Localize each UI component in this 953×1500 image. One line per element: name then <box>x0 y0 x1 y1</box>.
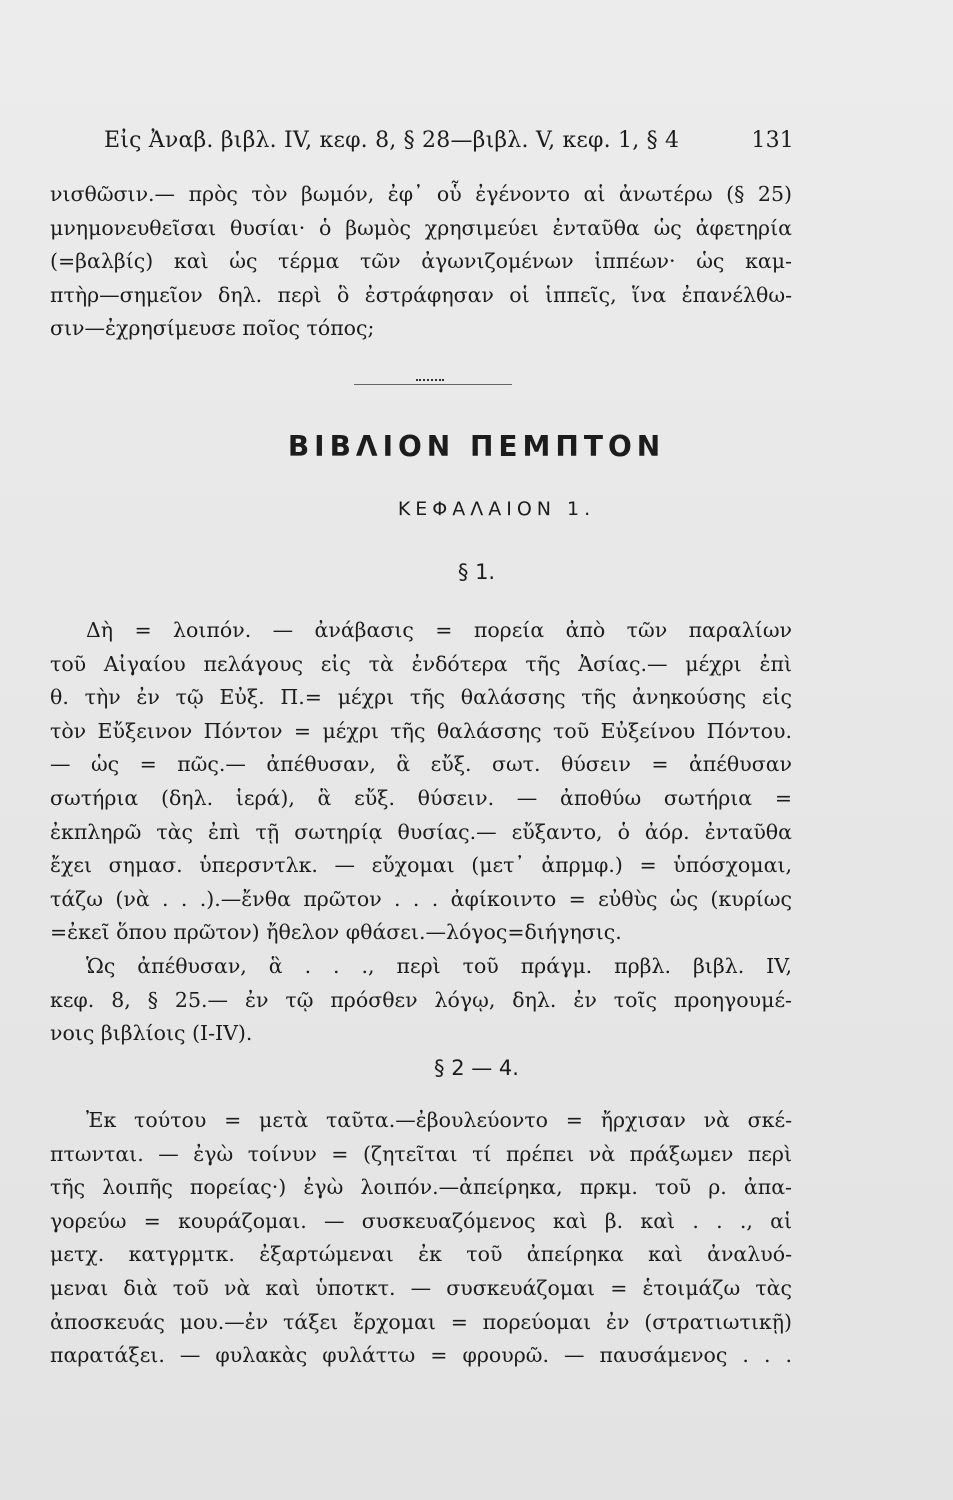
text-line: ἀποσκευάς μου.—ἐν τάξει ἔρχομαι = πορεύομαι ἐν (στρατιωτικῇ) <box>50 1309 792 1334</box>
text-line: τὸν Εὔξεινον Πόντον = μέχρι τῆς θαλάσσης τοῦ Εὐξείνου Πόντου. <box>50 718 792 743</box>
divider-rule <box>354 384 512 385</box>
text-line: Ὡς ἀπέθυσαν, ἃ . . ., περὶ τοῦ πράγμ. πρβλ. βιβλ. IV, <box>86 953 792 978</box>
section-mark-1: § 1. <box>457 560 496 584</box>
text-line: θ. τὴν ἐν τῷ Εὐξ. Π.= μέχρι τῆς θαλάσσης τῆς ἀνηκούσης εἰς <box>50 685 792 710</box>
section-mark-2-4: § 2 — 4. <box>434 1056 519 1080</box>
section-1-text <box>50 614 792 1051</box>
text-line: κεφ. 8, § 25.— ἐν τῷ πρόσθεν λόγῳ, δηλ. ἐν τοῖς προηγουμέ- <box>50 987 792 1012</box>
text-line: γορεύω = κουράζομαι. — συσκευαζόμενος καὶ β. καὶ . . ., αἱ <box>50 1208 792 1233</box>
text-line: μνημονευθεῖσαι θυσίαι· ὁ βωμὸς χρησιμεύει ἐνταῦθα ὡς ἀφετηρία <box>50 215 792 240</box>
running-head <box>104 128 794 153</box>
text-line: τάζω (νὰ . . .).—ἔνθα πρῶτον . . . ἀφίκοιντο = εὐθὺς ὡς (κυρίως <box>50 886 792 911</box>
divider-dots <box>416 379 444 385</box>
text-line: τοῦ Αἰγαίου πελάγους εἰς τὰ ἐνδότερα τῆς Ἀσίας.— μέχρι ἐπὶ <box>50 651 792 676</box>
top-paragraph <box>50 178 792 346</box>
text-line: — ὡς = πῶς.— ἀπέθυσαν, ἃ εὔξ. σωτ. θύσειν = ἀπέθυσαν <box>50 752 792 777</box>
text-line: μεναι διὰ τοῦ νὰ καὶ ὑποτκτ. — συσκευάζομαι = ἑτοιμάζω τὰς <box>50 1275 792 1300</box>
text-line: ἔχει σημασ. ὑπερσντλκ. — εὔχομαι (μετ᾿ ἀπρμφ.) = ὑπόσχομαι, <box>50 853 792 878</box>
text-line: ἐκπληρῶ τὰς ἐπὶ τῇ σωτηρίᾳ θυσίας.— εὔξαντο, ὁ ἀόρ. ἐνταῦθα <box>50 819 792 844</box>
text-line: =ἐκεῖ ὅπου πρῶτον) ἤθελον φθάσει.—λόγος=διήγησις. <box>50 920 622 945</box>
text-line: πτὴρ—σημεῖον δηλ. περὶ ὃ ἐστράφησαν οἱ ἱππεῖς, ἵνα ἐπανέλθω- <box>50 282 792 307</box>
text-line: σωτήρια (δηλ. ἱερά), ἃ εὔξ. θύσειν. — ἀποθύω σωτήρια = <box>50 785 792 810</box>
text-line: νισθῶσιν.— πρὸς τὸν βωμόν, ἐφ᾿ οὗ ἐγένοντο αἱ ἀνωτέρω (§ 25) <box>50 182 792 206</box>
text-line: σιν—ἐχρησίμευσε ποῖος τόπος; <box>50 316 375 341</box>
section-2-4-text <box>50 1104 792 1373</box>
text-line: Δὴ = λοιπόν. — ἀνάβασις = πορεία ἀπὸ τῶν παραλίων <box>86 618 792 642</box>
text-line: (=βαλβίς) καὶ ὡς τέρμα τῶν ἀγωνιζομένων ἱππέων· ὡς καμ- <box>50 249 792 274</box>
text-line: τῆς λοιπῆς πορείας·) ἐγὼ λοιπόν.—ἀπείρηκα, πρκμ. τοῦ ρ. ἀπα- <box>50 1175 792 1200</box>
running-title: Εἰς Ἀναβ. βιβλ. IV, κεφ. 8, § 28—βιβλ. V, κεφ. 1, § 4 <box>104 128 680 153</box>
text-line: πτωνται. — ἐγὼ τοίνυν = (ζητεῖται τί πρέπει νὰ πράξωμεν περὶ <box>50 1141 792 1166</box>
chapter-title: ΚΕΦΑΛΑΙΟΝ 1. <box>397 498 596 520</box>
text-line: παρατάξει. — φυλακὰς φυλάττω = φρουρῶ. — παυσάμενος . . . <box>50 1343 792 1368</box>
text-line: Ἐκ τούτου = μετὰ ταῦτα.—ἐβουλεύοντο = ἤρχισαν νὰ σκέ- <box>86 1108 792 1132</box>
text-line: νοις βιβλίοις (I-IV). <box>50 1021 253 1046</box>
book-title: ΒΙΒΛΙΟΝ ΠΕΜΠΤΟΝ <box>287 430 666 463</box>
text-line: μετχ. κατγρμτκ. ἐξαρτώμεναι ἐκ τοῦ ἀπείρηκα καὶ ἀναλυό- <box>50 1242 792 1267</box>
page-number: 131 <box>751 128 794 153</box>
